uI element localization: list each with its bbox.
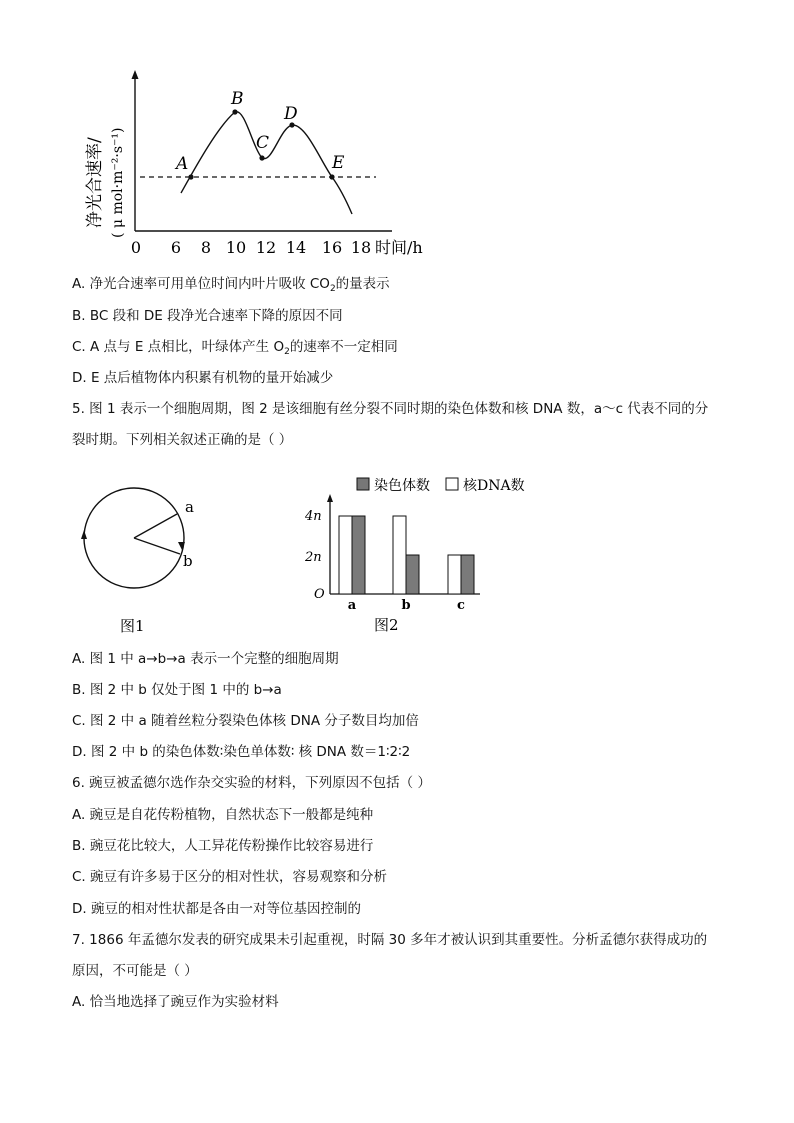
legend-dna: 核DNA数 [463,478,525,494]
q5-option-c: C. 图 2 中 a 随着丝粒分裂染色体核 DNA 分子数目均加倍 [72,713,419,729]
label-b: b [183,552,193,570]
q7-stem-line1: 7. 1866 年孟德尔发表的研究成果未引起重视，时隔 30 多年才被认识到其重要性。分析孟德尔获得成功的 [72,932,708,948]
subscript: 2 [329,284,336,294]
q6-option-b: B. 豌豆花比较大，人工异花传粉操作比较容易进行 [72,838,374,854]
y-axis-arrow [327,494,333,502]
rate-curve [181,112,352,214]
x-tick: 10 [225,238,247,257]
label-e: E [332,153,345,173]
bar-c-dna [448,555,461,594]
radius-a [134,514,177,538]
y-axis-unit: ( μ mol·m⁻²·s⁻¹) [110,127,126,238]
x-tick: 12 [255,238,277,257]
arrow-left-icon [81,530,87,539]
bar-a-dna [339,516,352,594]
label-a: a [185,498,194,516]
subscript: 2 [284,347,290,357]
legend-swatch-dna [446,478,458,490]
q7-option-a: A. 恰当地选择了豌豆作为实验材料 [72,994,279,1010]
bar-b-chromosome [406,555,419,594]
y-axis-title: 净光合速率/ [85,137,105,228]
y-tick-origin: O [314,587,325,602]
x-axis-title: 时间/h [375,238,423,257]
option-text: D. E 点后植物体内积累有机物的量开始减少 [72,370,334,386]
x-tick: 16 [321,238,343,257]
q4-option-b [72,306,343,326]
label-c: C [256,133,270,153]
bar-a-chromosome [352,516,365,594]
x-tick: 8 [200,238,212,257]
q5-stem-line2: 裂时期。下列相关叙述正确的是（ ） [72,432,293,448]
bars-group [339,516,474,594]
q6-stem: 6. 豌豆被孟德尔选作杂交实验的材料，下列原因不包括（ ） [72,775,431,791]
bar-c-chromosome [461,555,474,594]
legend-chromosome: 染色体数 [374,478,430,494]
q4-option-c [72,337,398,362]
x-tick: 0 [130,238,142,257]
option-text: C. A 点与 E 点相比，叶绿体产生 O [72,339,285,355]
x-tick: 6 [170,238,182,257]
option-text: 的量表示 [335,276,390,292]
q6-option-a: A. 豌豆是自花传粉植物，自然状态下一般都是纯种 [72,807,374,823]
legend-swatch-chromosome [357,478,369,490]
q6-option-d: D. 豌豆的相对性状都是各由一对等位基因控制的 [72,901,361,917]
y-axis-arrow [132,70,139,79]
label-b: B [231,89,244,109]
q5-option-d: D. 图 2 中 b 的染色体数∶染色单体数∶ 核 DNA 数＝1∶2∶2 [72,744,411,760]
option-text: A. 净光合速率可用单位时间内叶片吸收 CO [72,276,330,292]
point-a [188,174,193,179]
chromosome-dna-bar-chart [300,470,550,640]
option-text: B. BC 段和 DE 段净光合速率下降的原因不同 [72,308,343,324]
figure-caption: 图1 [120,617,145,635]
option-text: 的速率不一定相同 [289,339,398,355]
point-c [259,155,264,160]
q7-stem-line2: 原因，不可能是（ ） [72,963,198,979]
x-tick: 18 [350,238,372,257]
x-tick-a: a [347,598,357,613]
radius-b [134,538,180,554]
q5-option-b: B. 图 2 中 b 仅处于图 1 中的 b→a [72,682,282,698]
x-tick: 14 [285,238,307,257]
q5-stem-line1: 5. 图 1 表示一个细胞周期，图 2 是该细胞有丝分裂不同时期的染色体数和核 DNA 数，a～c 代表不同的分 [72,401,709,417]
label-d: D [284,104,298,124]
q6-option-c: C. 豌豆有许多易于区分的相对性状，容易观察和分析 [72,869,388,885]
y-tick-2n: 2n [305,550,322,565]
q5-option-a: A. 图 1 中 a→b→a 表示一个完整的细胞周期 [72,651,339,667]
cell-cycle-figure [70,478,220,643]
point-e [329,174,334,179]
point-b [232,109,237,114]
q4-option-d [72,368,333,388]
x-tick-b: b [401,598,411,613]
photosynthesis-rate-chart [70,68,450,263]
q4-option-a [72,274,390,299]
figure-caption: 图2 [374,616,399,634]
y-tick-4n: 4n [305,509,322,524]
label-a: A [176,154,189,174]
bar-b-dna [393,516,406,594]
x-tick-c: c [457,598,465,613]
